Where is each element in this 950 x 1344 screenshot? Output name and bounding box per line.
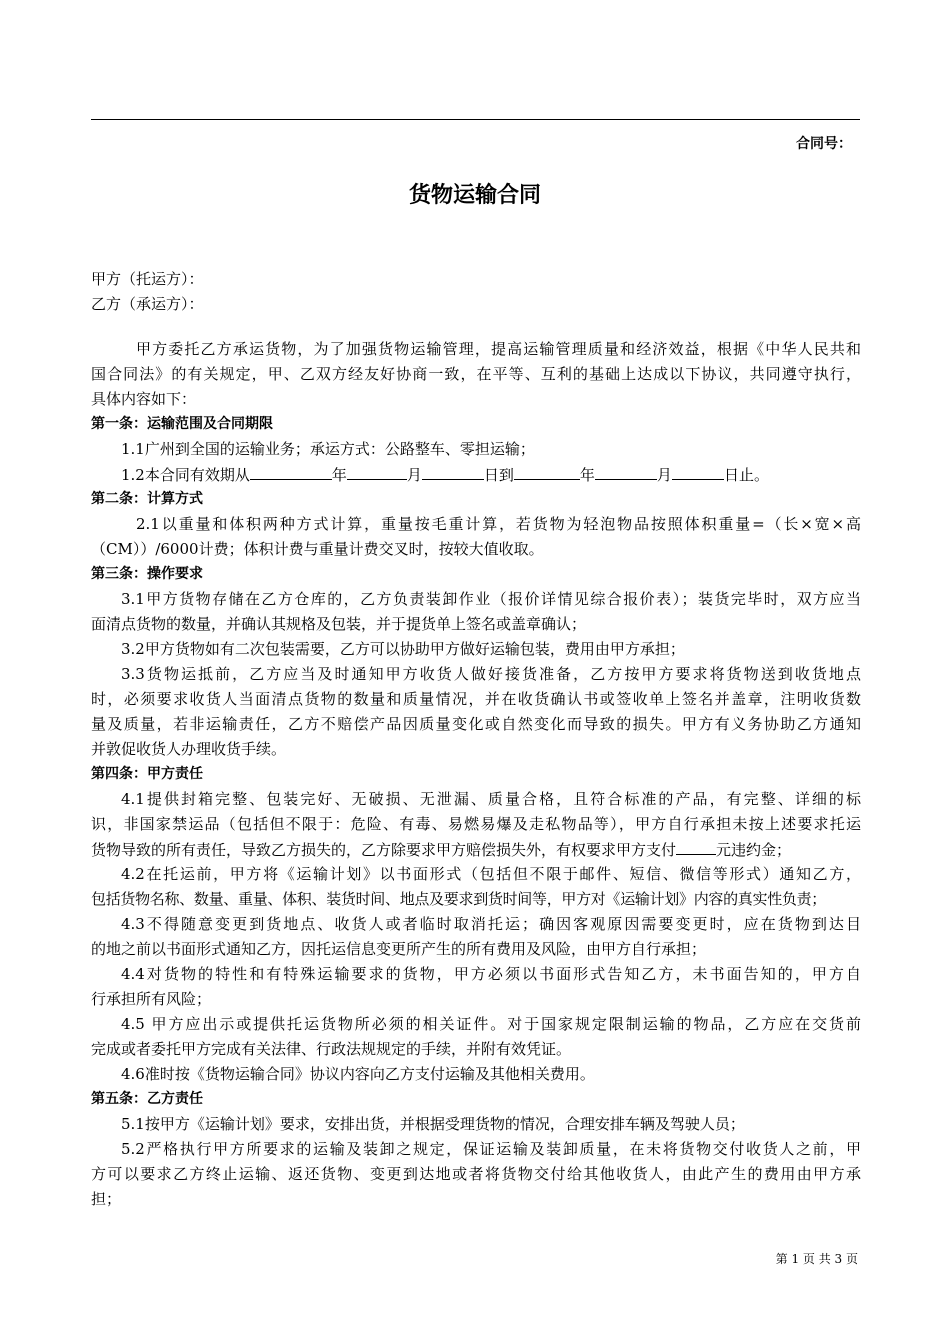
document-title: 货物运输合同: [408, 183, 541, 208]
contract-number-label: 合同号：: [796, 136, 852, 152]
clause-3-3-line: 量及质量，若非运输责任，乙方不赔偿产品因质量变化或自然变化而导致的损失。甲方有义务协助乙方通知: [91, 715, 861, 733]
article-4-heading: 第四条：甲方责任: [91, 766, 203, 782]
end-year-blank[interactable]: [514, 462, 580, 480]
clause-4-5-line: 4.5 甲方应出示或提供托运货物所必须的相关证件。对于国家规定限制运输的物品，乙方应在交货前: [121, 1015, 861, 1033]
contract-body: [91, 267, 861, 1212]
clause-5-1: 5.1按甲方《运输计划》要求，安排出货，并根据受理货物的情况，合理安排车辆及驾驶人员；: [121, 1115, 745, 1133]
clause-4-1-line: 4.1提供封箱完整、包装完好、无破损、无泄漏、质量合格，且符合标准的产品，有完整、详细的标: [121, 790, 861, 808]
article-1-heading: 第一条：运输范围及合同期限: [91, 416, 273, 432]
page-number: 第 1 页 共 3 页: [775, 1252, 858, 1266]
party-a-line: 甲方（托运方）：: [91, 270, 204, 288]
clause-2-1-line: （CM））/6000计费；体积计费与重量计费交叉时，按较大值收取。: [91, 540, 544, 558]
clause-3-3-line: 并敦促收货人办理收货手续。: [91, 740, 287, 758]
start-day-blank[interactable]: [422, 462, 484, 480]
clause-4-5-line: 完成或者委托甲方完成有关法律、行政法规规定的手续，并附有效凭证。: [91, 1040, 572, 1058]
clause-text: 月: [406, 466, 422, 484]
clause-4-2-line: 包括货物名称、数量、重量、体积、装货时间、地点及要求到货时间等，甲方对《运输计划》内容的真实性负责；: [91, 890, 827, 908]
clause-3-3-line: 时，必须要求收货人当面清点货物的数量和质量情况，并在收货确认书或签收单上签名并盖章，注明收货数: [91, 690, 861, 708]
clause-2-1-line: 2.1以重量和体积两种方式计算，重量按毛重计算，若货物为轻泡物品按照体积重量=（长×宽×高: [136, 515, 861, 533]
clause-4-1-line: [91, 837, 861, 862]
clause-3-3-line: 3.3货物运抵前，乙方应当及时通知甲方收货人做好接货准备，乙方按甲方要求将货物送到收货地点: [121, 665, 861, 683]
article-5-heading: 第五条：乙方责任: [91, 1091, 203, 1107]
clause-text: 日到: [483, 466, 514, 484]
clause-text: 货物导致的所有责任，导致乙方损失的，乙方除要求甲方赔偿损失外，有权要求甲方支付: [91, 841, 677, 859]
clause-text: 日止。: [723, 466, 769, 484]
party-b-line: 乙方（承运方）：: [91, 295, 204, 313]
clause-text: 月: [656, 466, 672, 484]
clause-4-4-line: 行承担所有风险；: [91, 990, 212, 1008]
clause-text: 年: [331, 466, 347, 484]
intro-paragraph: [91, 337, 861, 412]
end-month-blank[interactable]: [595, 462, 657, 480]
clause-4-2-line: 4.2在托运前，甲方将《运输计划》以书面形式（包括但不限于邮件、短信、微信等形式）通知乙方，: [121, 865, 861, 883]
clause-text: 元违约金；: [716, 841, 792, 859]
clause-3-1-line: 3.1甲方货物存储在乙方仓库的，乙方负责装卸作业（报价详情见综合报价表）；装货完毕时，双方应当: [121, 590, 861, 608]
clause-4-1-line: 识，非国家禁运品（包括但不限于：危险、有毒、易燃易爆及走私物品等），甲方自行承担未按上述要求托运: [91, 815, 861, 833]
clause-text: 年: [579, 466, 595, 484]
parties-block: [91, 267, 861, 317]
intro-line: 国合同法》的有关规定，甲、乙双方经友好协商一致，在平等、互利的基础上达成以下协议，共同遵守执行，: [91, 365, 861, 383]
clause-4-6: 4.6准时按《货物运输合同》协议内容向乙方支付运输及其他相关费用。: [121, 1065, 595, 1083]
clause-4-3-line: 4.3不得随意变更到货地点、收货人或者临时取消托运；确因客观原因需要变更时，应在货物到达目: [121, 915, 861, 933]
clause-1-1: 1.1广州到全国的运输业务；承运方式：公路整车、零担运输；: [121, 440, 535, 458]
clause-5-2-line: 5.2严格执行甲方所要求的运输及装卸之规定，保证运输及装卸质量，在未将货物交付收货人之前，甲: [121, 1140, 861, 1158]
clause-5-2-line: 担；: [91, 1190, 122, 1208]
clause-5-2-line: 方可以要求乙方终止运输、返还货物、变更到达地或者将货物交付给其他收货人，由此产生的费用由甲方承: [91, 1165, 861, 1183]
clause-4-4-line: 4.4对货物的特性和有特殊运输要求的货物，甲方必须以书面形式告知乙方，未书面告知的，甲方自: [121, 965, 861, 983]
end-day-blank[interactable]: [672, 462, 724, 480]
clause-1-2: [91, 462, 861, 487]
penalty-amount-blank[interactable]: [676, 837, 716, 855]
start-month-blank[interactable]: [347, 462, 407, 480]
clause-3-2: 3.2甲方货物如有二次包装需要，乙方可以协助甲方做好运输包装，费用由甲方承担；: [121, 640, 685, 658]
header-rule: [91, 119, 860, 120]
intro-line: 甲方委托乙方承运货物，为了加强货物运输管理，提高运输管理质量和经济效益，根据《中华人民共和: [136, 340, 861, 358]
start-year-blank[interactable]: [250, 462, 332, 480]
clause-text: 1.2本合同有效期从: [121, 466, 250, 484]
article-2-heading: 第二条：计算方式: [91, 491, 203, 507]
article-3-heading: 第三条：操作要求: [91, 566, 203, 582]
clause-3-1-line: 面清点货物的数量，并确认其规格及包装，并于提货单上签名或盖章确认；: [91, 615, 587, 633]
intro-line: 具体内容如下：: [91, 390, 197, 408]
clause-4-3-line: 的地之前以书面形式通知乙方，因托运信息变更所产生的所有费用及风险，由甲方自行承担；: [91, 940, 707, 958]
